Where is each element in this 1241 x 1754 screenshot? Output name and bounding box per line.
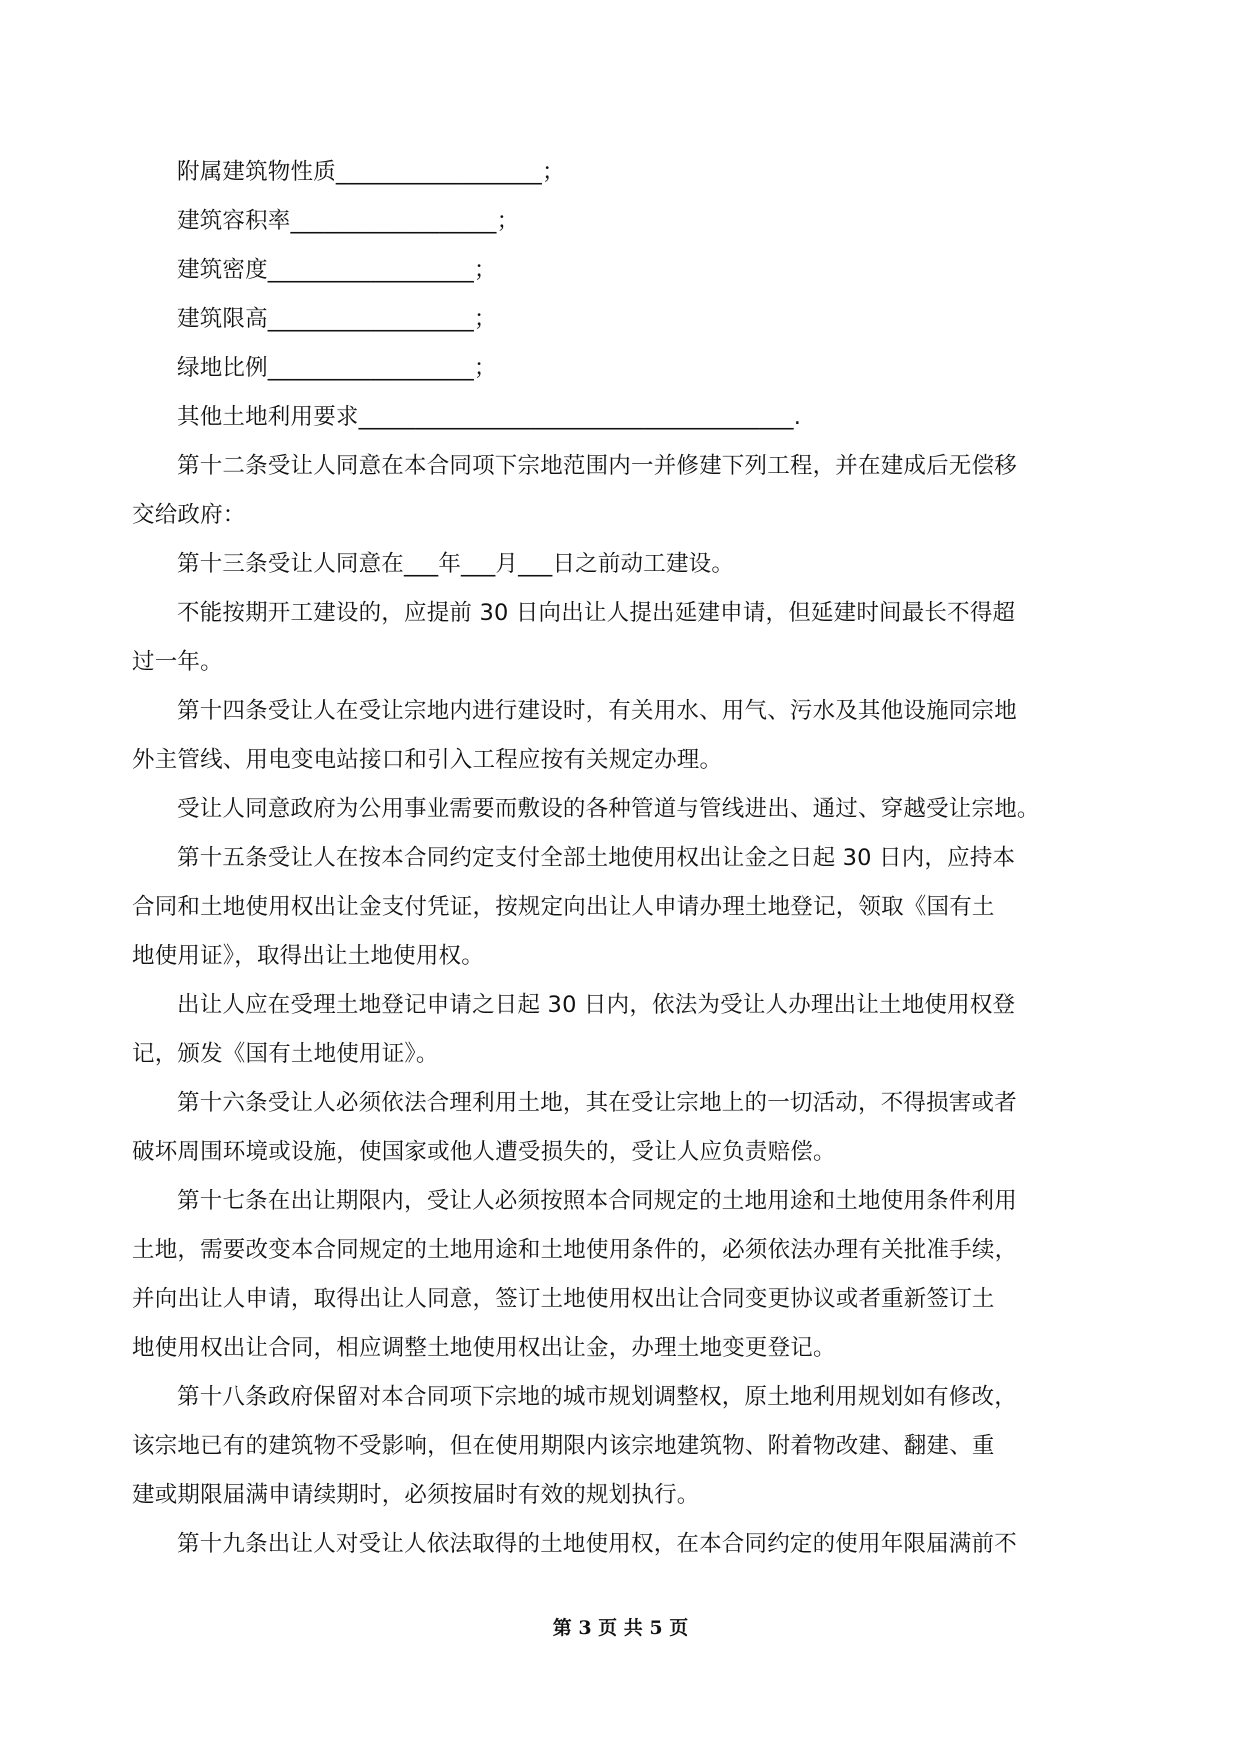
text-line: 外主管线、用电变电站接口和引入工程应按有关规定办理。 bbox=[132, 747, 723, 773]
document-body bbox=[132, 148, 1100, 1569]
text-line: 第十七条在出让期限内，受让人必须按照本合同规定的土地用途和土地使用条件利用 bbox=[177, 1188, 1017, 1214]
text-line: 附属建筑物性质__________________； bbox=[177, 159, 565, 185]
text-line: 第十九条出让人对受让人依法取得的土地使用权，在本合同约定的使用年限届满前不 bbox=[177, 1531, 1017, 1557]
text-line: 第十二条受让人同意在本合同项下宗地范围内一并修建下列工程，并在建成后无偿移 bbox=[177, 453, 1017, 479]
text-line: 记，颁发《国有土地使用证》。 bbox=[132, 1041, 439, 1067]
page-footer: 第 3 页 共 5 页 bbox=[552, 1617, 689, 1639]
text-line: 第十八条政府保留对本合同项下宗地的城市规划调整权，原土地利用规划如有修改， bbox=[177, 1384, 1017, 1410]
text-line: 该宗地已有的建筑物不受影响，但在使用期限内该宗地建筑物、附着物改建、翻建、重 bbox=[132, 1433, 995, 1459]
text-line: 受让人同意政府为公用事业需要而敷设的各种管道与管线进出、通过、穿越受让宗地。 bbox=[177, 796, 1040, 822]
text-line: 交给政府： bbox=[132, 502, 246, 528]
text-line: 合同和土地使用权出让金支付凭证，按规定向出让人申请办理土地登记，领取《国有土 bbox=[132, 894, 995, 920]
text-line: 过一年。 bbox=[132, 649, 223, 675]
text-line: 第十五条受让人在按本合同约定支付全部土地使用权出让金之日起 30 日内，应持本 bbox=[177, 845, 1016, 871]
text-line: 第十六条受让人必须依法合理利用土地，其在受让宗地上的一切活动，不得损害或者 bbox=[177, 1090, 1017, 1116]
text-line: 地使用证》，取得出让土地使用权。 bbox=[132, 943, 484, 969]
text-line: 出让人应在受理土地登记申请之日起 30 日内，依法为受让人办理出让土地使用权登 bbox=[177, 992, 1016, 1018]
text-line: 建筑限高__________________； bbox=[177, 306, 497, 332]
text-line: 建或期限届满申请续期时，必须按届时有效的规划执行。 bbox=[132, 1482, 700, 1508]
text-line: 建筑密度__________________； bbox=[177, 257, 497, 283]
text-line: 破坏周围环境或设施，使国家或他人遭受损失的，受让人应负责赔偿。 bbox=[132, 1139, 836, 1165]
text-line: 地使用权出让合同，相应调整土地使用权出让金，办理土地变更登记。 bbox=[132, 1335, 836, 1361]
text-line: 绿地比例__________________； bbox=[177, 355, 497, 381]
text-line: 建筑容积率__________________； bbox=[177, 208, 520, 234]
text-line: 并向出让人申请，取得出让人同意，签订土地使用权出让合同变更协议或者重新签订土 bbox=[132, 1286, 995, 1312]
text-line: 第十四条受让人在受让宗地内进行建设时，有关用水、用气、污水及其他设施同宗地 bbox=[177, 698, 1017, 724]
text-line: 土地，需要改变本合同规定的土地用途和土地使用条件的，必须依法办理有关批准手续， bbox=[132, 1237, 1018, 1263]
text-line: 不能按期开工建设的，应提前 30 日向出让人提出延建申请，但延建时间最长不得超 bbox=[177, 600, 1016, 626]
text-line: 第十三条受让人同意在___年___月___日之前动工建设。 bbox=[177, 551, 735, 577]
text-line: 其他土地利用要求______________________________________. bbox=[177, 404, 802, 430]
